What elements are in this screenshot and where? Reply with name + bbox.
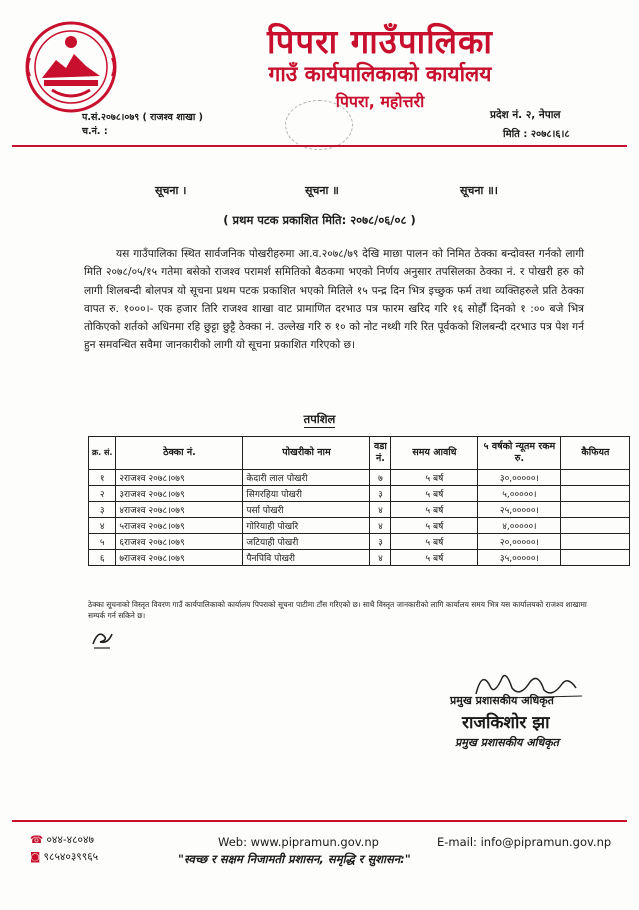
dispatch-number: च.नं. : (82, 126, 108, 137)
signatory-designation: प्रमुख प्रशासकीय अधिकृत (455, 736, 559, 749)
cell-ward: ४ (370, 518, 391, 534)
cell-serial: २ (89, 486, 116, 502)
cell-serial: ६ (89, 550, 116, 566)
cell-ward: ३ (370, 486, 391, 502)
cell-pond-name: पर्सा पोखरी (243, 502, 370, 518)
contract-table (88, 436, 630, 566)
mobile-icon: ◙ (30, 851, 41, 863)
notice-heading-2: सूचना ॥ (305, 184, 339, 197)
cell-pond-name: पैनपिवि पोखरी (243, 550, 370, 566)
cell-contract-no: ३राजश्व २०७८।०७९ (116, 486, 243, 502)
cell-ward: ४ (370, 502, 391, 518)
signatory-name: राजकिशोर झा (462, 713, 550, 733)
col-period: समय आवधि (391, 437, 478, 470)
table-row (89, 550, 630, 566)
slogan: "स्वच्छ र सक्षम निजामती प्रशासन, समृद्धि र सुशासन:" (178, 852, 411, 866)
cell-period: ५ बर्ष (391, 470, 478, 486)
table-row (89, 486, 630, 502)
table-row (89, 534, 630, 550)
cell-ward: ३ (370, 534, 391, 550)
phone-line (30, 833, 94, 847)
col-remarks: कैफियत (561, 437, 630, 470)
table-row (89, 518, 630, 534)
office-stamp (285, 100, 353, 150)
phone-number: ०४४-४८०४७ (46, 834, 94, 846)
cell-contract-no: ४राजश्व २०७८।०७९ (116, 502, 243, 518)
org-title: पिपरा गाउँपालिका (267, 22, 493, 61)
cell-remarks (561, 518, 630, 534)
cell-serial: ३ (89, 502, 116, 518)
cell-period: ५ बर्ष (391, 486, 478, 502)
mobile-number: ९८५४०३९९६५ (43, 851, 99, 863)
cell-period: ५ बर्ष (391, 502, 478, 518)
notice-heading-3: सूचना ॥। (460, 184, 498, 197)
table-row (89, 502, 630, 518)
cell-remarks (561, 502, 630, 518)
cell-contract-no: २राजश्व २०७८।०७९ (116, 470, 243, 486)
cell-remarks (561, 534, 630, 550)
cell-min-amount: ३५,०००००। (478, 550, 561, 566)
cell-contract-no: ६राजश्व २०७८।०७९ (116, 534, 243, 550)
issue-date: मिति : २०७८।६।८ (503, 129, 570, 140)
province-label: प्रदेश नं. २, नेपाल (490, 109, 561, 121)
header-divider (12, 145, 627, 147)
cell-contract-no: ७राजश्व २०७८।०७९ (116, 550, 243, 566)
email-link[interactable]: E-mail: info@pipramun.gov.np (437, 835, 612, 849)
footer-divider (12, 820, 627, 822)
footnote: ठेक्का सूचनाको विस्तृत विवरण गाउँ कार्यपालिकाको कार्यालय पिपराको सूचना पाटीमा टाँस गरिएको छ। साथै विस्तृत जानकारीको लागि कार्यालय समय भित्र यस कार्यालयको राजश्व शाखामा सम्पर्क गर्न सकिने छ। (88, 600, 587, 620)
signature-role: प्रमुख प्रशासकीय अधिकृत (450, 694, 554, 707)
reference-number: प.सं.२०७८।०७९ ( राजश्व शाखा ) (82, 112, 203, 123)
cell-period: ५ बर्ष (391, 534, 478, 550)
cell-ward: ७ (370, 470, 391, 486)
website-link[interactable]: Web: www.pipramun.gov.np (218, 835, 379, 849)
notice-body: यस गाउँपालिका स्थित सार्वजनिक पोखरीहरुमा आ.व.२०७८/७९ देखि माछा पालन को निमित ठेक्का बन्दोवस्त गर्नको लागी मिति २०७८/०५/१५ गतेमा बसेको राजश्व परामर्श समितिको बैठकमा भएको निर्णय अनुसार तपसिलका ठेक्का नं. र पोखरी हरु को लागी शिलबन्दी बोलपत्र यो सूचना प्रथम पटक प्रकाशित भएको मितिले १५ पन्द्र दिन भित्र इच्छुक फर्म तथा व्यक्तिहरुले प्रति ठेक्का वापत रु. १०००।- एक हजार तिरि राजश्व शाखा वाट प्रामाणित दरभाउ पत्र फारम खरिद गरि १६ सोर्हौं दिनको १ :०० बजे भित्र तोकिएको शर्तको अधिनमा रहि छुट्टा छुट्टै ठेक्का नं. उल्लेख गरि रु १० को नोट नथ्थी गरि रित पूर्वकको शिलबन्दी दरभाउ पत्र पेश गर्न हुन समवन्धित सवैमा जानकारीको लागी यो सूचना प्रकाशित गरिएको छ। (84, 248, 584, 352)
cell-remarks (561, 486, 630, 502)
cell-serial: १ (89, 470, 116, 486)
cell-remarks (561, 550, 630, 566)
office-location: पिपरा, महोत्तरी (335, 92, 425, 111)
initial-mark (90, 628, 116, 654)
table-header-row (89, 437, 630, 470)
table-title-text: तपशिल (303, 412, 336, 426)
cell-pond-name: सिगरहिया पोखरी (243, 486, 370, 502)
cell-remarks (561, 470, 630, 486)
cell-min-amount: २०,०००००। (478, 534, 561, 550)
cell-period: ५ बर्ष (391, 518, 478, 534)
cell-ward: ४ (370, 550, 391, 566)
cell-min-amount: ३०,०००००। (478, 470, 561, 486)
table-row (89, 470, 630, 486)
office-name: गाउँ कार्यपालिकाको कार्यालय (268, 62, 492, 86)
cell-pond-name: जटियाही पोखरी (243, 534, 370, 550)
cell-pond-name: गोरियाही पोखरि (243, 518, 370, 534)
col-pond-name: पोखरीको नाम (243, 437, 370, 470)
cell-contract-no: ५राजश्व २०७८।०७९ (116, 518, 243, 534)
phone-icon: ☎ (30, 834, 44, 846)
cell-serial: ५ (89, 534, 116, 550)
col-serial: क्र. सं. (89, 437, 116, 470)
cell-period: ५ बर्ष (391, 550, 478, 566)
publication-date: ( प्रथम पटक प्रकाशित मिति: २०७८/०६/०८ ) (223, 213, 416, 227)
cell-min-amount: ५,०००००। (478, 486, 561, 502)
cell-serial: ४ (89, 518, 116, 534)
col-min-amount: ५ वर्षको न्यूतम रकम रु. (478, 437, 561, 470)
mobile-line (30, 850, 98, 864)
cell-pond-name: केदारी लाल पोखरी (243, 470, 370, 486)
cell-min-amount: ४,०००००। (478, 518, 561, 534)
col-ward: वडा नं. (370, 437, 391, 470)
col-contract-no: ठेक्का नं. (116, 437, 243, 470)
table-title (0, 412, 639, 427)
cell-min-amount: २५,०००००। (478, 502, 561, 518)
notice-heading-1: सूचना । (155, 184, 187, 197)
emblem-logo (22, 18, 120, 116)
